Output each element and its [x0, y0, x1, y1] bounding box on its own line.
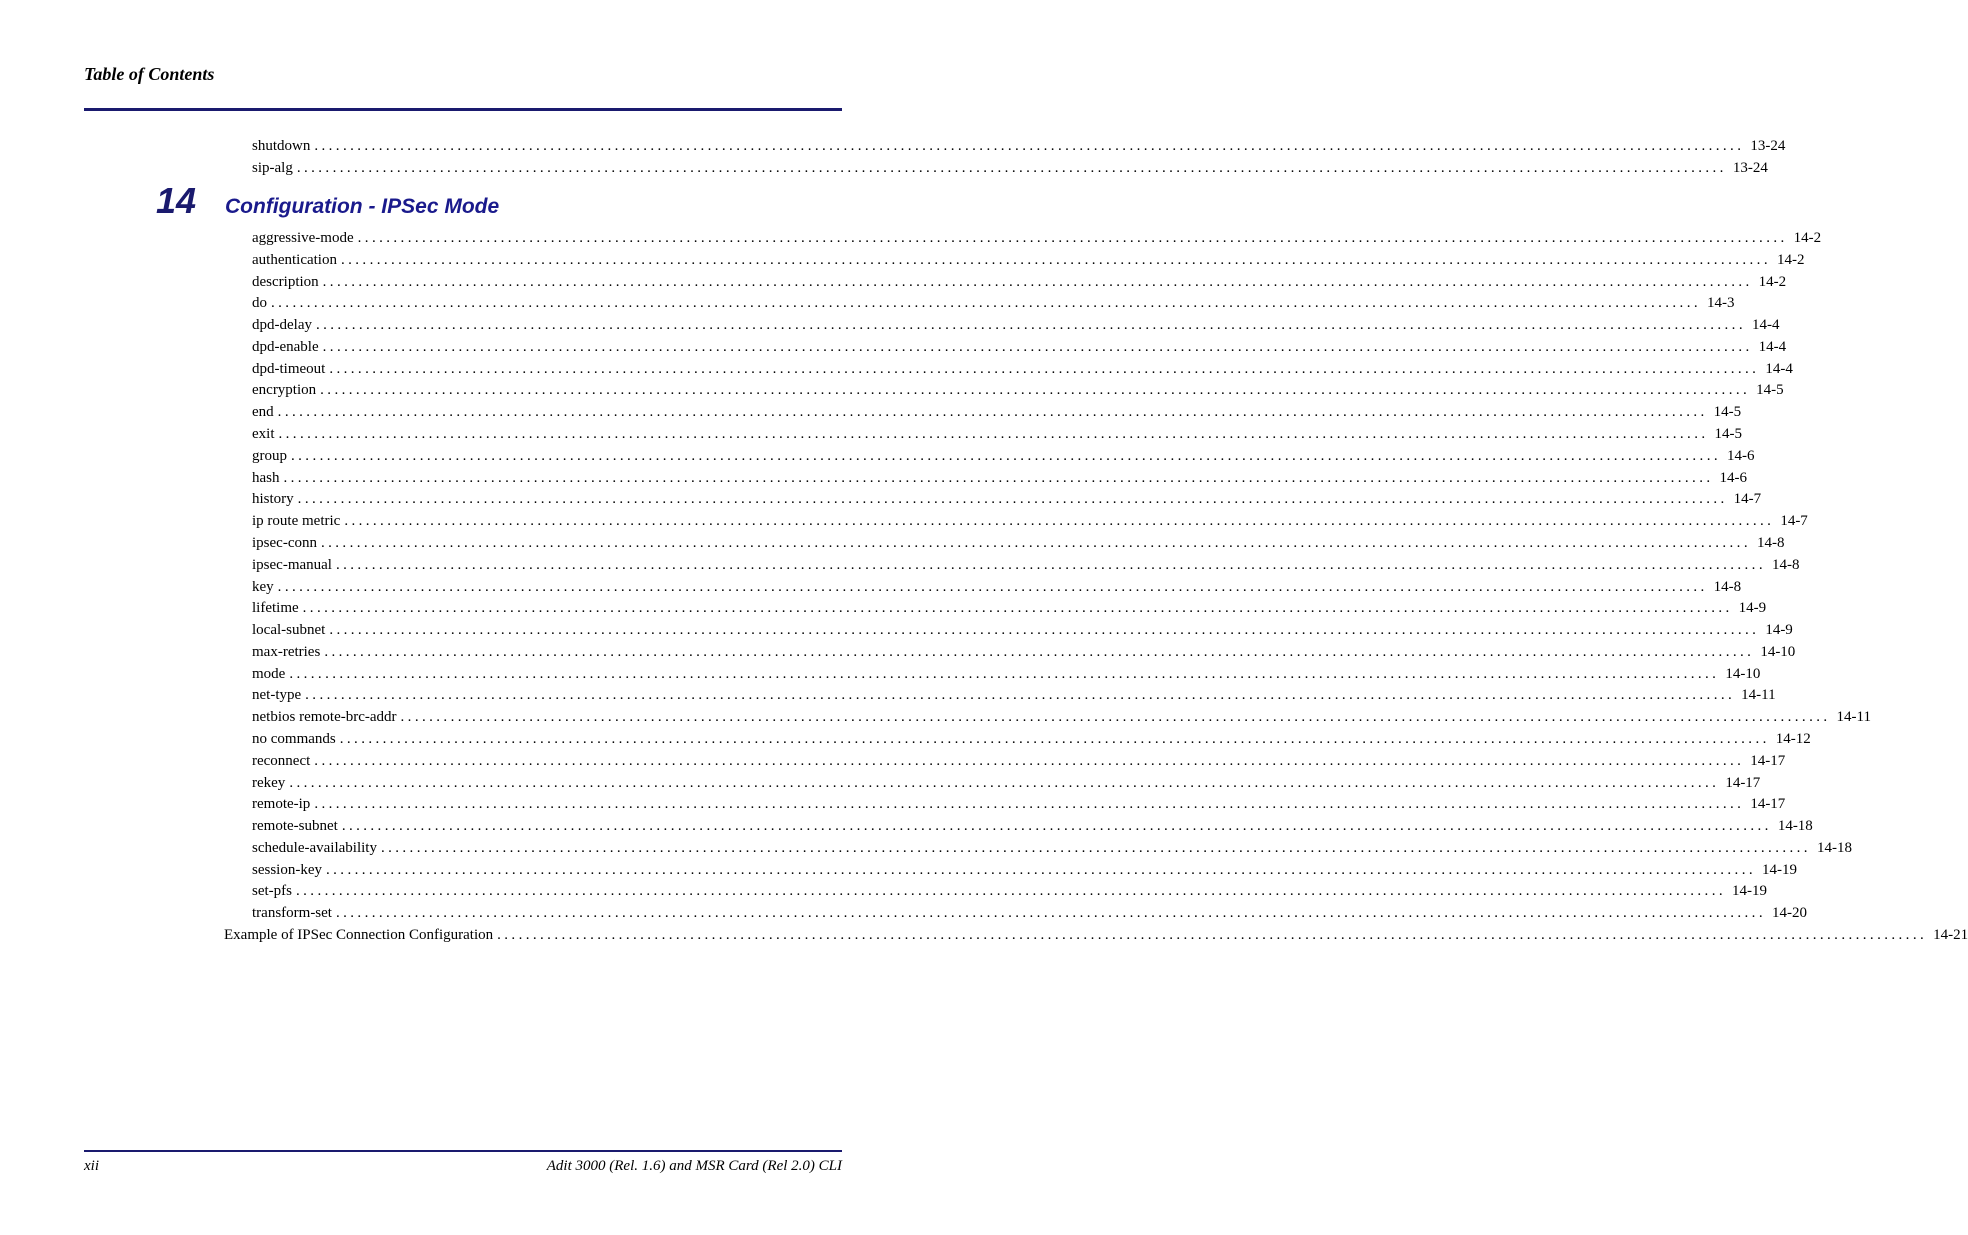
toc-leader-dots: ........................................................................................................................................................................................................: [305, 687, 1736, 704]
toc-entry[interactable]: [252, 227, 1822, 249]
toc-entry-page: 14-7: [1780, 513, 1808, 530]
toc-entry[interactable]: [252, 663, 1761, 685]
toc-leader-dots: ........................................................................................................................................................................................................: [329, 360, 1760, 377]
toc-entry[interactable]: [252, 750, 1786, 772]
toc-entry-label: local-subnet: [252, 622, 326, 639]
toc-entry-label: end: [252, 404, 274, 421]
toc-entry-page: 14-21: [1933, 927, 1968, 943]
toc-entry[interactable]: [252, 793, 1786, 815]
toc-entry[interactable]: [252, 401, 1742, 423]
toc-leader-dots: ........................................................................................................................................................................................................: [339, 730, 1770, 747]
page-header-title: Table of Contents: [84, 64, 215, 84]
toc-entry[interactable]: [252, 684, 1776, 706]
toc-entry-page: 14-10: [1725, 665, 1761, 682]
toc-entry-page: 14-10: [1760, 643, 1796, 660]
toc-entry[interactable]: [252, 554, 1800, 576]
toc-leader-dots: ........................................................................................................................................................................................................: [380, 839, 1811, 856]
toc-entry-label: reconnect: [252, 752, 311, 769]
toc-entry[interactable]: [252, 445, 1755, 467]
toc-entry-label: dpd-delay: [252, 317, 312, 334]
toc-entry[interactable]: [252, 619, 1793, 641]
toc-leader-dots: ........................................................................................................................................................................................................: [314, 752, 1745, 769]
footer-page-number: xii: [84, 1158, 99, 1174]
toc-entry-label: description: [252, 273, 319, 290]
toc-entry[interactable]: [252, 532, 1785, 554]
toc-leader-dots: ........................................................................................................................................................................................................: [497, 927, 1928, 943]
toc-entry-label: transform-set: [252, 905, 332, 922]
toc-entry-label: shutdown: [252, 138, 311, 154]
toc-leader-dots: ........................................................................................................................................................................................................: [271, 295, 1701, 312]
toc-entry-page: 14-6: [1719, 469, 1747, 486]
toc-entry[interactable]: [252, 902, 1807, 924]
toc-entry-page: 14-17: [1750, 796, 1786, 813]
toc-entry[interactable]: [252, 706, 1871, 728]
toc-leader-dots: ........................................................................................................................................................................................................: [400, 709, 1831, 726]
toc-leader-dots: ........................................................................................................................................................................................................: [289, 774, 1720, 791]
toc-entry-page: 14-5: [1713, 404, 1742, 421]
toc-entry[interactable]: [252, 728, 1811, 750]
toc-entry[interactable]: [252, 859, 1797, 881]
toc-entry[interactable]: [252, 314, 1780, 336]
toc-entry-label: ipsec-manual: [252, 556, 332, 573]
toc-entry-label: net-type: [252, 687, 302, 704]
toc-entry-page: 14-18: [1777, 818, 1813, 835]
toc-leader-dots: ........................................................................................................................................................................................................: [297, 491, 1728, 508]
toc-leader-dots: ........................................................................................................................................................................................................: [344, 513, 1775, 530]
toc-entry-label: mode: [252, 665, 286, 682]
toc-leader-dots: ........................................................................................................................................................................................................: [340, 251, 1771, 268]
toc-entry-label: history: [252, 491, 294, 508]
toc-entry[interactable]: [252, 597, 1767, 619]
header-rule: [84, 108, 842, 111]
toc-entry-page: 14-19: [1732, 883, 1767, 900]
toc-leader-dots: ........................................................................................................................................................................................................: [283, 469, 1714, 486]
toc-entry-page: 13-24: [1750, 138, 1786, 154]
toc-entry-label: key: [252, 578, 274, 595]
toc-leader-dots: ........................................................................................................................................................................................................: [314, 138, 1745, 154]
toc-entry-page: 14-3: [1707, 295, 1735, 312]
toc-entry[interactable]: [252, 576, 1742, 598]
toc-entry-label: schedule-availability: [252, 839, 377, 856]
toc-entry-label: do: [252, 295, 267, 312]
chapter-number: 14: [156, 180, 197, 221]
toc-entry-label: lifetime: [252, 600, 299, 617]
toc-entry[interactable]: [252, 837, 1852, 859]
toc-leader-dots: ........................................................................................................................................................................................................: [291, 447, 1721, 464]
toc-entry-label: ipsec-conn: [252, 534, 317, 551]
toc-entry[interactable]: [252, 358, 1793, 380]
toc-entry-label: sip-alg: [252, 160, 293, 176]
toc-section-entry[interactable]: [224, 924, 1968, 946]
toc-leader-dots: ........................................................................................................................................................................................................: [320, 534, 1751, 551]
toc-entry-label: session-key: [252, 861, 322, 878]
toc-entry-label: remote-ip: [252, 796, 311, 813]
toc-entry-label: netbios remote-brc-addr: [252, 709, 397, 726]
toc-entry-page: 14-9: [1765, 622, 1793, 639]
toc-leader-dots: ........................................................................................................................................................................................................: [322, 273, 1753, 290]
toc-entry-page: 14-12: [1775, 730, 1811, 747]
toc-entry[interactable]: [252, 510, 1808, 532]
toc-entry-label: group: [252, 447, 287, 464]
toc-entry-label: remote-subnet: [252, 818, 338, 835]
toc-entry-label: hash: [252, 469, 280, 486]
toc-entry-page: 14-8: [1771, 556, 1800, 573]
toc-entry-page: 14-2: [1776, 251, 1805, 268]
toc-leader-dots: ........................................................................................................................................................................................................: [289, 665, 1720, 682]
toc-entry[interactable]: [252, 292, 1735, 314]
toc-leader-dots: ........................................................................................................................................................................................................: [278, 426, 1709, 443]
toc-entry[interactable]: [252, 772, 1761, 794]
toc-entry[interactable]: [252, 467, 1747, 489]
toc-entry[interactable]: [252, 488, 1762, 510]
toc-entry[interactable]: [252, 641, 1796, 663]
toc-entry[interactable]: [252, 271, 1787, 293]
toc-leader-dots: ........................................................................................................................................................................................................: [357, 230, 1788, 246]
toc-entry-label: encryption: [252, 382, 317, 399]
toc-entry-label: exit: [252, 426, 275, 443]
toc-entry-page: 14-6: [1727, 447, 1755, 464]
toc-entry-page: 14-11: [1741, 687, 1776, 704]
toc-leader-dots: ........................................................................................................................................................................................................: [326, 861, 1756, 878]
toc-entry-page: 14-4: [1765, 360, 1793, 377]
toc-entry-page: 14-17: [1725, 774, 1761, 791]
toc-entry-label: dpd-timeout: [252, 360, 326, 377]
toc-entry-page: 14-5: [1714, 426, 1742, 443]
toc-entry-label: aggressive-mode: [252, 230, 354, 246]
toc-leader-dots: ........................................................................................................................................................................................................: [277, 404, 1708, 421]
toc-entry-page: 14-9: [1738, 600, 1767, 617]
toc-leader-dots: ........................................................................................................................................................................................................: [302, 600, 1733, 617]
toc-entry-label: rekey: [252, 774, 286, 791]
toc-entry-page: 14-17: [1750, 752, 1786, 769]
toc-entry-page: 14-11: [1836, 709, 1871, 726]
toc-leader-dots: ........................................................................................................................................................................................................: [314, 796, 1745, 813]
toc-entry-page: 14-7: [1733, 491, 1762, 508]
toc-leader-dots: ........................................................................................................................................................................................................: [315, 317, 1746, 334]
toc-leader-dots: ........................................................................................................................................................................................................: [324, 643, 1755, 660]
toc-entry-label: authentication: [252, 251, 337, 268]
toc-entry[interactable]: [252, 157, 1768, 179]
toc-entry-page: 14-5: [1756, 382, 1784, 399]
toc-leader-dots: ........................................................................................................................................................................................................: [322, 338, 1753, 355]
toc-entry[interactable]: [252, 423, 1742, 445]
toc-leader-dots: ........................................................................................................................................................................................................: [320, 382, 1751, 399]
toc-entry-label: set-pfs: [252, 883, 292, 900]
toc-entry[interactable]: [252, 379, 1784, 401]
toc-leader-dots: ........................................................................................................................................................................................................: [296, 883, 1726, 900]
toc-entry-page: 14-4: [1758, 338, 1787, 355]
toc-entry-label: no commands: [252, 730, 336, 747]
chapter-title: Configuration - IPSec Mode: [225, 195, 500, 218]
toc-entry[interactable]: [252, 815, 1813, 837]
toc-entry-label: max-retries: [252, 643, 321, 660]
toc-entry-page: 14-8: [1756, 534, 1785, 551]
toc-entry[interactable]: [252, 249, 1805, 271]
toc-entry-label: Example of IPSec Connection Configuration: [224, 927, 494, 943]
toc-entry-page: 14-2: [1758, 273, 1787, 290]
toc-entry-page: 14-8: [1713, 578, 1742, 595]
toc-entry-page: 14-19: [1762, 861, 1797, 878]
footer-rule: [84, 1150, 842, 1152]
toc-leader-dots: ........................................................................................................................................................................................................: [335, 905, 1766, 922]
toc-entry-page: 14-20: [1771, 905, 1807, 922]
toc-entry-label: ip route metric: [252, 513, 341, 530]
toc-entry-page: 13-24: [1732, 160, 1768, 176]
toc-entry-page: 14-4: [1751, 317, 1780, 334]
toc-entry[interactable]: [252, 336, 1787, 358]
toc-leader-dots: ........................................................................................................................................................................................................: [341, 818, 1772, 835]
footer-doc-title: Adit 3000 (Rel. 1.6) and MSR Card (Rel 2.0) CLI: [546, 1158, 842, 1174]
toc-leader-dots: ........................................................................................................................................................................................................: [296, 160, 1727, 176]
toc-leader-dots: ........................................................................................................................................................................................................: [329, 622, 1760, 639]
toc-entry-page: 14-2: [1793, 230, 1822, 246]
toc-entry-label: dpd-enable: [252, 338, 319, 355]
toc-entry-page: 14-18: [1816, 839, 1852, 856]
toc-entry[interactable]: [252, 135, 1786, 157]
toc-leader-dots: ........................................................................................................................................................................................................: [335, 556, 1766, 573]
toc-leader-dots: ........................................................................................................................................................................................................: [277, 578, 1708, 595]
toc-entry[interactable]: [252, 880, 1767, 902]
